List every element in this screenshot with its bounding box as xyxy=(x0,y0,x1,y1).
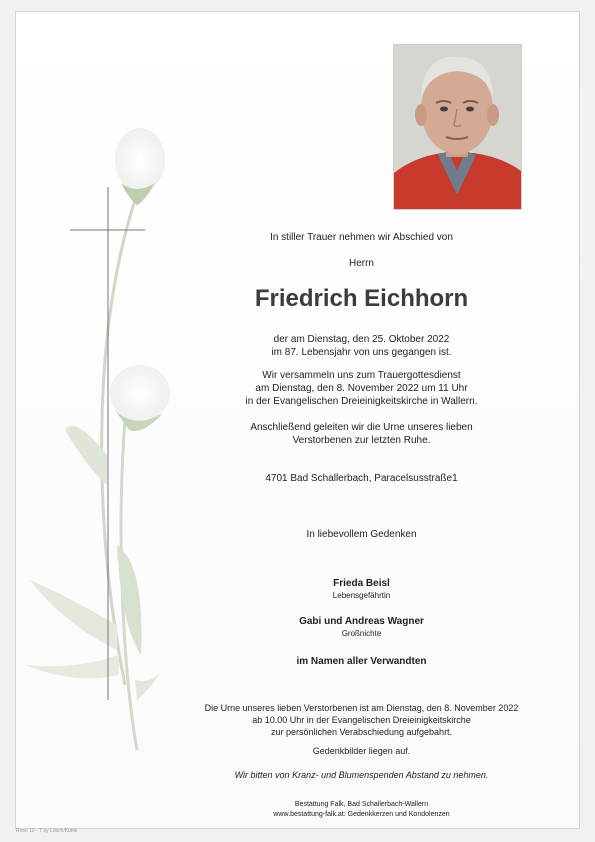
intro-text: In stiller Trauer nehmen wir Abschied von xyxy=(270,232,453,243)
mourner-name: Frieda Beisl xyxy=(333,578,390,589)
burial-line-2: Verstorbenen zur letzten Ruhe. xyxy=(292,435,431,446)
flower-request: Wir bitten von Kranz- und Blumenspenden Abstand zu nehmen. xyxy=(234,770,489,780)
rose-cross-decoration xyxy=(25,125,175,765)
portrait-photo xyxy=(393,44,522,210)
pictures-note: Gedenkbilder liegen auf. xyxy=(312,746,411,756)
footer-line xyxy=(170,810,553,819)
website-link[interactable]: www.bestattung-falk.at xyxy=(273,811,344,818)
urn-line-3: zur persönlichen Verabschiedung aufgebahrt. xyxy=(270,727,453,737)
address: 4701 Bad Schallerbach, Paracelsusstraße1 xyxy=(265,473,458,484)
urn-line-1: Die Urne unseres lieben Verstorbenen ist am Dienstag, den 8. November 2022 xyxy=(204,703,519,713)
urn-line-2: ab 10.00 Uhr in der Evangelischen Dreieinigkeitskirche xyxy=(252,715,471,725)
mourner-relation: Lebensgefährtin xyxy=(332,591,391,600)
footer-company: Bestattung Falk, Bad Schallerbach-Wallern xyxy=(294,801,429,808)
death-line-2: im 87. Lebensjahr von uns gegangen ist. xyxy=(271,347,452,358)
mourner-relation: Großnichte xyxy=(341,629,382,638)
death-line-1: der am Dienstag, den 25. Oktober 2022 xyxy=(273,334,450,345)
service-line-1: Wir versammeln uns zum Trauergottesdienst xyxy=(262,370,461,381)
mourner-name: Gabi und Andreas Wagner xyxy=(299,616,424,627)
deceased-name: Friedrich Eichhorn xyxy=(254,285,469,312)
salutation: Herrn xyxy=(348,258,374,269)
footer-suffix: : Gedenkkerzen und Kondolenzen xyxy=(343,811,450,818)
memory-text: In liebevollem Gedenken xyxy=(306,529,417,540)
service-line-3: in der Evangelischen Dreieinigkeitskirche in Wallern. xyxy=(245,396,478,407)
service-line-2: am Dienstag, den 8. November 2022 um 11 Uhr xyxy=(255,383,468,394)
burial-line-1: Anschließend geleiten wir die Urne unseres lieben xyxy=(250,422,473,433)
relatives-text: im Namen aller Verwandten xyxy=(296,656,427,667)
print-stamp: Rose 10 - T by Lösch/Kuhle xyxy=(16,828,78,834)
